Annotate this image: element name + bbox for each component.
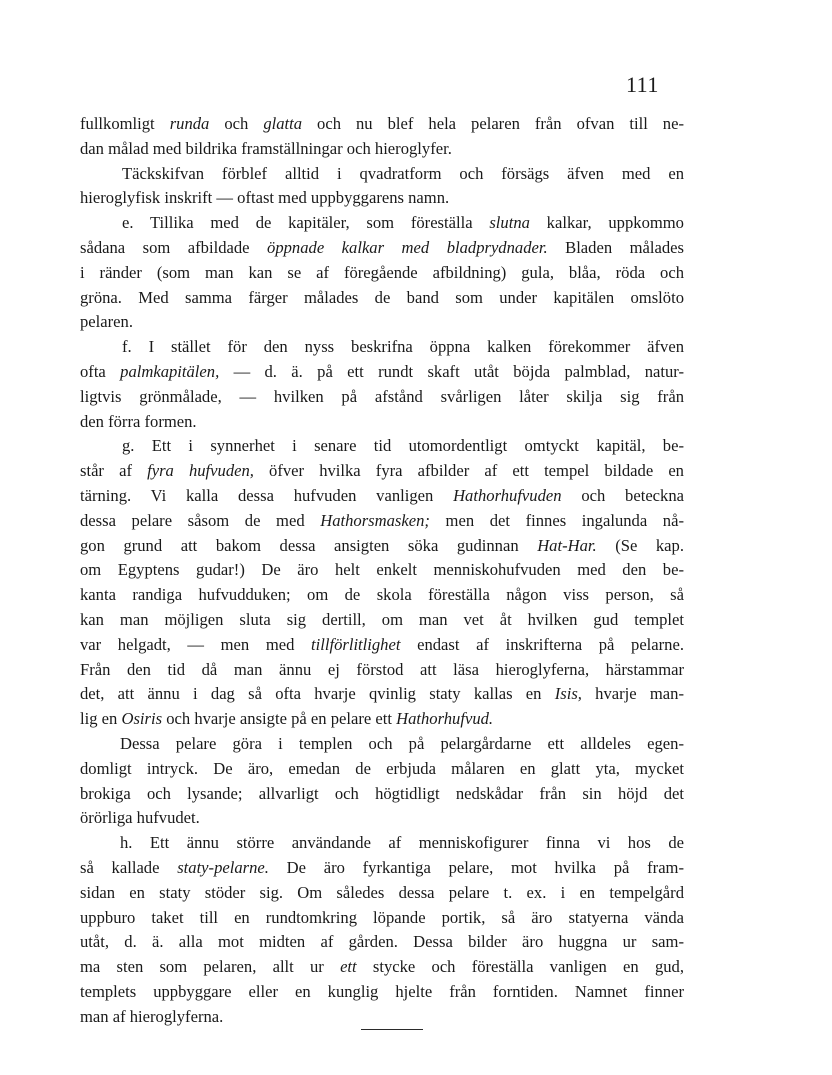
italic-text: Hathorhufvud.: [396, 709, 494, 729]
text-line: [80, 856, 684, 881]
text-run: så kallade: [80, 857, 178, 877]
text-line: [80, 186, 684, 211]
text-line: [80, 608, 684, 633]
italic-text: Hat-Har.: [537, 535, 597, 555]
text-line: [80, 757, 684, 782]
text-line: [80, 385, 684, 410]
italic-text: glatta: [263, 114, 303, 133]
text-line: [80, 335, 684, 360]
text-run: De äro fyrkantiga pelare, mot hvilka på fram-: [268, 857, 684, 877]
text-run: och beteckna: [561, 485, 684, 505]
text-run: kan man möjligen sluta sig dertill, om man vet åt hvilken gud templet: [80, 609, 684, 629]
text-run: står af: [80, 461, 148, 481]
text-run: gröna. Med samma färger målades de band som under kapitälen omslöto: [80, 287, 684, 307]
text-line: [80, 236, 684, 261]
text-line: [80, 955, 684, 980]
italic-text: öppnade kalkar med bladprydnader.: [267, 237, 548, 257]
text-run: hvarje man-: [581, 684, 684, 704]
text-line: [80, 534, 684, 559]
italic-text: runda: [169, 114, 210, 133]
italic-text: Osiris: [121, 709, 163, 729]
text-run: örörliga hufvudet.: [80, 808, 200, 828]
text-run: sådana som afbildade: [80, 237, 268, 257]
text-run: gon grund att bakom dessa ansigten söka gudinnan: [80, 535, 538, 555]
text-line: [80, 707, 684, 732]
text-line: [80, 112, 684, 137]
text-run: lig en: [80, 709, 122, 729]
text-line: [80, 906, 684, 931]
text-line: [80, 682, 684, 707]
italic-text: tillförlitlighet: [311, 634, 401, 654]
text-run: domligt intryck. De äro, emedan de erbjuda målaren en glatt yta, mycket: [80, 758, 684, 778]
text-line: [80, 831, 684, 856]
text-run: kanta randiga hufvudduken; om de skola föreställa någon viss person, så: [80, 585, 684, 605]
text-run: e. Tillika med de kapitäler, som föreställa: [122, 213, 490, 233]
text-line: [80, 658, 684, 683]
text-run: pelaren.: [80, 312, 133, 332]
text-run: dessa pelare såsom de med: [80, 510, 321, 530]
text-run: i ränder (som man kan se af föregående afbildning) gula, blåa, röda och: [80, 262, 684, 282]
body-text: [80, 112, 684, 1029]
text-run: templets uppbyggare eller en kunglig hjelte från forntiden. Namnet finner: [80, 981, 684, 1001]
text-line: [80, 162, 684, 187]
text-line: [80, 881, 684, 906]
text-line: [80, 806, 684, 831]
text-line: [80, 980, 684, 1005]
text-run: ma sten som pelaren, allt ur: [80, 957, 341, 977]
text-line: [80, 286, 684, 311]
page-number: 111: [626, 72, 659, 97]
text-run: den förra formen.: [80, 411, 197, 431]
text-run: öfver hvilka fyra afbilder af ett tempel bildade en: [253, 461, 684, 481]
text-run: hieroglyfisk inskrift — oftast med uppbyggarens namn.: [80, 188, 450, 208]
text-run: Täckskifvan förblef alltid i qvadratform och försägs äfven med en: [122, 163, 684, 183]
text-run: Bladen målades: [547, 237, 684, 257]
italic-text: Hathorhufvuden: [453, 485, 562, 505]
text-run: (Se kap.: [596, 535, 684, 555]
text-run: Från den tid då man ännu ej förstod att läsa hieroglyferna, härstammar: [80, 659, 684, 679]
text-run: kalkar, uppkommo: [529, 213, 684, 233]
text-line: [80, 930, 684, 955]
text-line: [80, 211, 684, 236]
text-line: [80, 633, 684, 658]
italic-text: ett: [340, 957, 357, 977]
text-line: [80, 782, 684, 807]
italic-text: slutna: [489, 213, 530, 233]
text-run: stycke och föreställa vanligen en gud,: [356, 957, 684, 977]
text-line: [80, 137, 684, 162]
text-run: uppburo taket till en rundtomkring löpande portik, så äro statyerna vända: [80, 907, 684, 927]
footer-rule: [361, 1029, 423, 1030]
text-line: [80, 509, 684, 534]
text-run: sidan en staty stöder sig. Om således dessa pelare t. ex. i en tempelgård: [80, 882, 684, 902]
text-line: [80, 360, 684, 385]
text-run: — d. ä. på ett rundt skaft utåt böjda palmblad, natur-: [219, 361, 684, 381]
text-run: utåt, d. ä. alla mot midten af gården. Dessa bilder äro huggna ur sam-: [80, 932, 684, 952]
text-line: [80, 583, 684, 608]
text-run: ofta: [80, 361, 121, 381]
text-line: [80, 410, 684, 435]
text-run: ligtvis grönmålade, — hvilken på afstånd svårligen låter skilja sig från: [80, 386, 684, 406]
text-run: brokiga och lysande; allvarligt och högtidligt nedskådar från sin höjd det: [80, 783, 684, 803]
text-run: f. I stället för den nyss beskrifna öppna kalken förekommer äfven: [122, 337, 684, 357]
text-line: [80, 484, 684, 509]
text-line: [80, 558, 684, 583]
text-line: [80, 459, 684, 484]
italic-text: staty-pelarne.: [177, 857, 269, 877]
text-run: g. Ett i synnerhet i senare tid utomordentligt omtyckt kapitäl, be-: [122, 436, 684, 456]
italic-text: fyra hufvuden,: [147, 461, 254, 481]
text-run: det, att ännu i dag så ofta hvarje qvinlig staty kallas en: [80, 684, 555, 704]
text-run: och: [209, 114, 264, 133]
text-line: [80, 434, 684, 459]
text-run: och hvarje ansigte på en pelare ett: [162, 709, 397, 729]
text-run: dan målad med bildrika framställningar och hieroglyfer.: [80, 138, 452, 158]
text-run: var helgadt, — men med: [80, 634, 312, 654]
text-run: fullkomligt: [80, 114, 170, 133]
text-line: [80, 310, 684, 335]
text-line: [80, 1005, 684, 1030]
text-run: Dessa pelare göra i templen och på pelargårdarne ett alldeles egen-: [120, 733, 684, 753]
text-run: och nu blef hela pelaren från ofvan till ne-: [302, 114, 684, 133]
text-run: h. Ett ännu större användande af menniskofigurer finna vi hos de: [120, 833, 684, 853]
text-run: man af hieroglyferna.: [80, 1006, 224, 1026]
italic-text: Isis,: [554, 684, 582, 704]
text-run: tärning. Vi kalla dessa hufvuden vanligen: [80, 485, 454, 505]
text-run: men det finnes ingalunda nå-: [429, 510, 684, 530]
text-run: om Egyptens gudar!) De äro helt enkelt menniskohufvuden med den be-: [80, 560, 684, 580]
text-line: [80, 261, 684, 286]
text-run: endast af inskrifterna på pelarne.: [400, 634, 684, 654]
text-line: [80, 732, 684, 757]
italic-text: Hathorsmasken;: [320, 510, 430, 530]
italic-text: palmkapitälen,: [120, 361, 220, 381]
